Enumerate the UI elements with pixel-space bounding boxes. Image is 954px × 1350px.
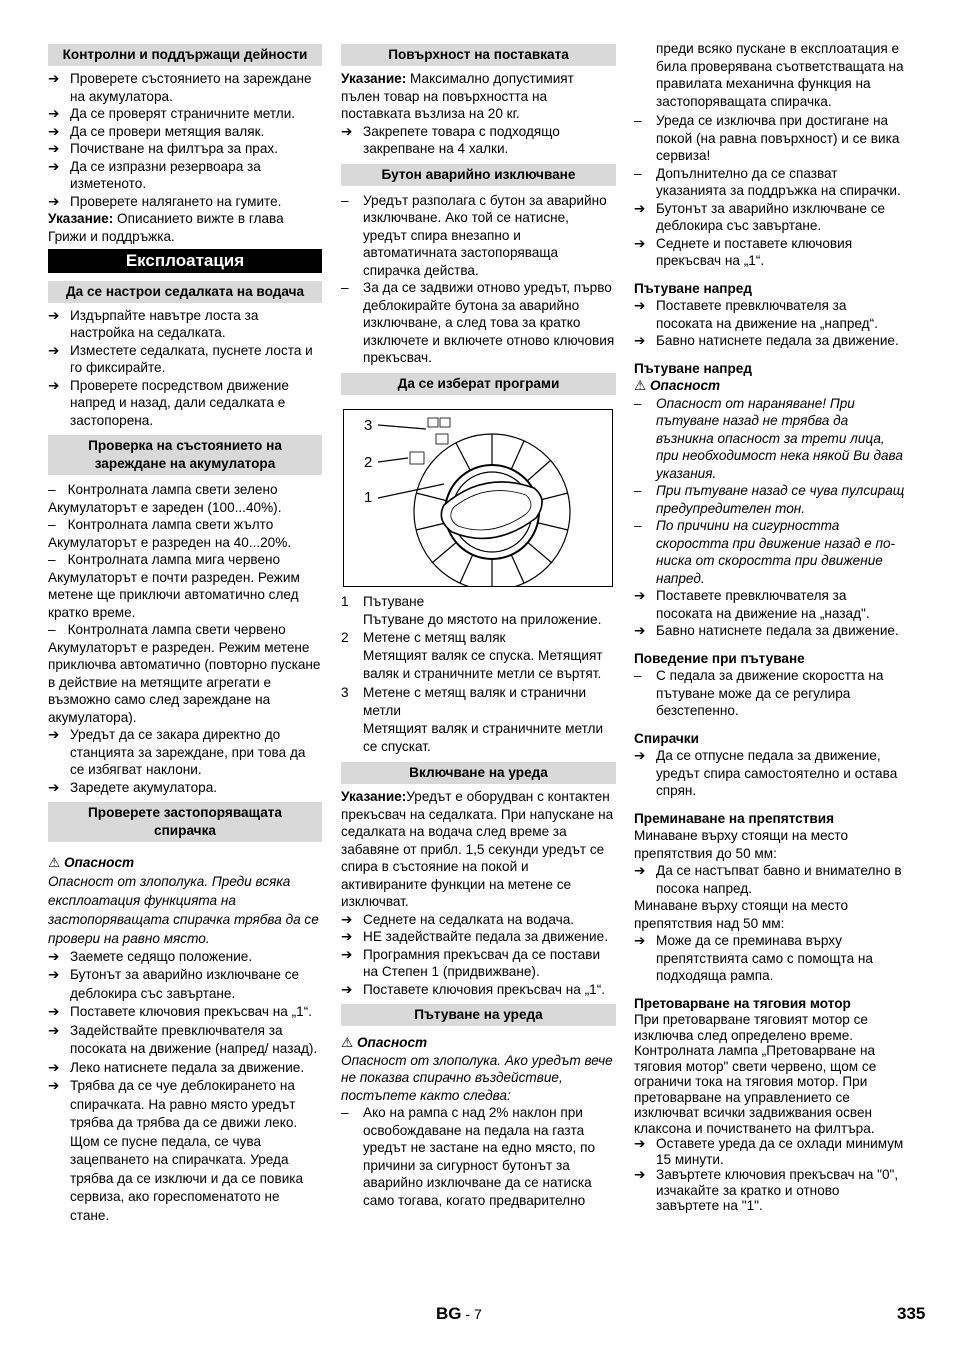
section-heading-battery: Проверка на състоянието на зареждане на акумулатора (48, 435, 322, 475)
subheading-brakes: Спирачки (634, 730, 699, 746)
list-item: – По причини на сигурността скоростта при движение назад е по-ниска от скоростта при движение напред. (634, 518, 896, 586)
section-heading-seat: Да се настрои седалката на водача (48, 281, 322, 303)
list-item: ➔ Закрепете товара с подходящо закрепване на 4 халки. (341, 123, 560, 156)
list-item: ➔ Бутонът за аварийно изключване се деблокира със завъртане. (634, 200, 886, 233)
list-item: ➔ Проверете наляганeто на гумите. (48, 193, 282, 209)
overload-list (634, 1136, 906, 1214)
column-middle (341, 44, 616, 1209)
dial-label-3: 3 (364, 416, 373, 434)
danger-label: ⚠ Опасност (341, 1035, 428, 1051)
dash-icon: – (341, 280, 349, 295)
battery-state: – Контролната лампа мига червено (48, 552, 281, 567)
obstacle-text-1: Минаване върху стоящи на место препятствия до 50 мм: (634, 828, 849, 861)
dash-icon: – (48, 482, 56, 497)
list-item: ➔ Трябва да се чуе деблокирането на спирачката. На равно място уредът трябва да трябва да се движи леко. Щом се пусне педала, се чува зацепването на спирачката. Уреда трябва да се изключи и да се повика сервиза, ако гореспоменатото не стане. (48, 1077, 322, 1225)
arrow-icon: ➔ (341, 123, 353, 139)
dash-icon: – (48, 517, 56, 532)
arrow-icon: ➔ (48, 377, 60, 393)
list-item: – При пътуване назад се чува пулсиращ предупредителен тон. (634, 483, 905, 516)
continued-text: преди всяко пускане в експлоатация е била проверявана съответстващата на правилата механична функция на застопоряващата спирачка. (656, 41, 904, 109)
list-item: ➔ Поставете превключвателя за посоката на движение на „напред“. (634, 298, 878, 331)
arrow-icon: ➔ (48, 1059, 60, 1075)
arrow-icon: ➔ (341, 981, 353, 997)
list-item: ➔ Поставете ключовия прекъсвач на „1“. (48, 1003, 322, 1022)
brake-warning: Опасност от злополука. Преди всяка експлоатация функцията на застопоряващата спирачка трябва да се провери на равно място. (48, 873, 319, 946)
control-list (48, 70, 322, 210)
emergency-list (341, 192, 616, 367)
dash-icon: – (634, 668, 642, 683)
dial-label-1: 1 (364, 488, 373, 506)
list-item: – Уредът разполага с бутон за аварийно изключване. Ако той се натисне, уредът спира внезапно и автоматичната застопоряваща спирачка действа. (341, 192, 607, 278)
section-heading-surface: Повърхност на поставката (341, 44, 616, 66)
danger-label: ⚠ Опасност (634, 378, 721, 393)
list-item: – Ако на рампа с над 2% наклон при освобождаване на педала на газта уредът не застане на едно място, по причини за сигурност бутонът за аварийно изключване да се натиска само тогава, когато предварително (341, 1105, 596, 1208)
reverse-list (634, 587, 906, 640)
switch-list (341, 911, 616, 999)
arrow-icon: ➔ (634, 863, 646, 878)
list-item: ➔ Програмния прекъсвач да се постави на Степен 1 (придвижване). (341, 946, 601, 980)
warning-icon: ⚠ (634, 378, 647, 393)
list-item: ➔ Задействайте превключвателя за посоката на движение (напред/ назад). (48, 1022, 322, 1059)
arrow-icon: ➔ (634, 1136, 646, 1151)
list-item: – С педала за движение скоростта на пътуване може да се регулира безстепенно. (634, 668, 884, 718)
footer-page-number: 335 (897, 1304, 926, 1323)
battery-state-text: Акумулаторът е почти разреден. Режим метене ще приключи автоматично след кратко време. (48, 569, 300, 620)
list-item: ➔ Седнете на седалката на водача. (341, 911, 575, 927)
arrow-icon: ➔ (634, 1167, 646, 1182)
footer-section-code: BG - 7 (436, 1304, 482, 1323)
dash-icon: – (634, 165, 642, 181)
drive-warning: Опасност от злополука. Ако уредът вече не показва спирачно въздействие, постъпете както следва: (341, 1052, 613, 1103)
list-item: ➔ Завъртете ключовия прекъсвач на "0", изчакайте за кратко и отново завъртете на "1". (634, 1167, 899, 1213)
list-item: ➔ Заемете седящо положение. (48, 948, 322, 967)
list-item: – Допълнително да се спазват указанията за поддръжка на спирачки. (634, 165, 901, 198)
battery-state: – Контролната лампа свети жълто (48, 517, 274, 532)
list-item: ➔ Изместете седалката, пуснете лоста и го фиксирайте. (48, 342, 313, 375)
note-paragraph: Указание: Максимално допустимият пълен товар на повърхността на поставката възлиза на 20 кг. (341, 71, 574, 121)
dash-icon: – (341, 192, 349, 208)
arrow-icon: ➔ (48, 948, 60, 964)
arrow-icon: ➔ (48, 967, 60, 982)
section-heading-programs: Да се изберат програми (341, 373, 616, 395)
section-heading-switch-on: Включване на уреда (341, 762, 616, 784)
list-item: ➔ Издърпайте навътре лоста за настройка на седалката. (48, 307, 259, 340)
dash-icon: – (634, 395, 642, 411)
arrow-icon: ➔ (634, 748, 646, 763)
arrow-icon: ➔ (48, 193, 60, 209)
battery-state-text: Акумулаторът е разреден. Режим метене приключва автоматично (повторно пускане в действие на метящите агрегати е възможно само след зареждане на акумулатора). (48, 639, 321, 725)
dash-icon: – (634, 483, 642, 498)
column-right (634, 40, 906, 1214)
list-item: ➔ Заредете акумулатора. (48, 779, 218, 795)
dash-icon: – (48, 552, 56, 567)
arrow-icon: ➔ (634, 623, 646, 638)
subheading-forward-2: Пътуване напред (634, 360, 752, 376)
arrow-icon: ➔ (48, 141, 60, 156)
obstacle-text-2: Минаване върху стоящи на место препятствия над 50 мм: (634, 898, 849, 931)
battery-state-text: Акумулаторът е разреден на 40...20%. (48, 534, 292, 550)
list-item: ➔ Леко натиснете педала за движение. (48, 1059, 322, 1078)
list-item: ➔ Бавно натиснете педала за движение. (634, 333, 899, 348)
dash-list (634, 112, 906, 200)
list-item: ➔ НЕ задействайте педала за движение. (341, 929, 608, 945)
subheading-overload: Претоварване на тяговия мотор (634, 995, 851, 1011)
dash-icon: – (341, 1105, 349, 1121)
list-item: ➔ Седнете и поставете ключовия прекъсвач на „1“. (634, 235, 853, 268)
reverse-warning-list (634, 395, 906, 588)
program-item: 2 Метене с метящ валяк Метящият валяк се спуска. Метящият валяк и страничните метли се въртят. (341, 629, 603, 682)
note-paragraph: Указание:Уредът е оборудван с контактен прекъсвач на седалката. При напускане на седалката на водача след време за забавяне от прибл. 1,5 секунди уредът се спира в състояние на покой и активираните функции на метене се изключват. (341, 789, 614, 910)
arrow-icon: ➔ (634, 200, 646, 216)
section-heading-brake: Проверете застопоряващата спирачка (48, 802, 322, 842)
list-item: ➔ Да се провери метящия валяк. (48, 123, 265, 139)
list-item: ➔ Да се проверят страничните метли. (48, 106, 296, 121)
battery-state: – Контролната лампа свети червено (48, 622, 286, 637)
note-paragraph: Указание: Описанието вижте в глава Грижи и поддръжка. (48, 211, 284, 244)
forward-list (634, 297, 906, 350)
list-item: ➔ Уредът да се закара директно до станцията за зареждане, при това да се избягват наклони. (48, 727, 306, 777)
dial-label-2: 2 (364, 453, 373, 471)
list-item: ➔ Да се изпразни резервоара за изметеното. (48, 158, 261, 191)
list-item: ➔ Поставете превключвателя за посоката на движение на „назад". (634, 588, 870, 621)
arrow-list (634, 200, 906, 270)
battery-state-text: Акумулаторът е зареден (100...40%). (48, 499, 282, 515)
arrow-icon: ➔ (634, 933, 646, 948)
arrow-icon: ➔ (48, 1078, 60, 1093)
list-item: ➔ Бавно натиснете педала за движение. (634, 623, 899, 638)
arrow-icon: ➔ (48, 307, 60, 323)
list-item: – Уреда се изключва при достигане на покой (на равна повърхност) и се вика сервиза! (634, 113, 900, 163)
section-heading-emergency: Бутон аварийно изключване (341, 164, 616, 186)
arrow-icon: ➔ (48, 158, 60, 174)
column-left (48, 44, 322, 1225)
list-item: – За да се задвижи отново уредът, първо деблокирайте бутона за аварийно изключване, а след това за кратко изключете и включете отново ключовия прекъсвач. (341, 280, 615, 365)
list-item: ➔ Проверете състоянието на зареждане на акумулатора. (48, 71, 312, 104)
arrow-icon: ➔ (48, 1022, 60, 1038)
arrow-icon: ➔ (48, 342, 60, 358)
section-heading-control: Контролни и поддържащи дейности (48, 44, 322, 66)
battery-actions (48, 726, 322, 796)
chapter-heading: Експлоатация (48, 249, 322, 273)
overload-text: При претоварване тяговият мотор се изключва след определено време. Контролната лампа „Претоварване на тяговия мотор" свети червено, щом се ограничи тока на тяговия мотор. При претоварване на управлението се изключват всички задвижвания освен клаксона и почистването на филтъра. (634, 1012, 877, 1136)
arrow-icon: ➔ (341, 911, 353, 927)
battery-status-list (48, 481, 322, 726)
list-item: ➔ Да се настъпват бавно и внимателно в посока напред. (634, 863, 902, 896)
subheading-obstacles: Преминаване на препятствия (634, 810, 835, 826)
program-dial-figure (343, 409, 613, 587)
list-item: ➔ Почистване на филтъра за прах. (48, 141, 279, 156)
program-list (341, 593, 616, 757)
arrow-icon: ➔ (48, 71, 60, 86)
program-item: 3 Метене с метящ валяк и странични метли Метящият валяк и страничните метли се спускат. (341, 684, 604, 755)
arrow-icon: ➔ (341, 929, 353, 945)
battery-state: – Контролната лампа свети зелено (48, 482, 278, 497)
arrow-icon: ➔ (48, 123, 60, 139)
danger-label: ⚠ Опасност (48, 855, 135, 870)
list-item: ➔ Проверете посредством движение напред и назад, дали седалката е застопорена. (48, 377, 289, 428)
dash-icon: – (634, 518, 642, 533)
arrow-icon: ➔ (634, 588, 646, 603)
list-item: – Опасност от нараняване! При пътуване назад не трябва да възникна опасност за трети лица, при необходимост нека някой Ви дава указания. (634, 395, 903, 481)
program-dial-svg (344, 410, 612, 586)
section-heading-drive: Пътуване на уреда (341, 1004, 616, 1026)
dash-icon: – (634, 113, 642, 128)
arrow-icon: ➔ (634, 333, 646, 348)
list-item: ➔ Оставете уреда да се охлади минимум 15 минути. (634, 1136, 904, 1167)
list-item: ➔ Поставете ключовия прекъсвач на „1“. (341, 981, 606, 997)
brake-list (48, 948, 322, 1226)
seat-list (48, 307, 322, 430)
list-item: ➔ Може да се преминава върху препятствията само с помощта на подходяща рампа. (634, 933, 873, 983)
arrow-icon: ➔ (48, 1004, 60, 1019)
list-item: ➔ Бутонът за аварийно изключване се деблокира със завъртане. (48, 966, 322, 1003)
arrow-icon: ➔ (634, 235, 646, 251)
list-item: ➔ Да се отпусне педала за движение, уредът спира самостоятелно и остава спрян. (634, 748, 898, 798)
warning-icon: ⚠ (48, 855, 61, 870)
arrow-icon: ➔ (341, 946, 353, 962)
arrow-icon: ➔ (48, 727, 60, 742)
program-item: 1 Пътуване Пътуване до мястото на приложение. (341, 593, 602, 627)
arrow-icon: ➔ (634, 298, 646, 313)
arrow-icon: ➔ (48, 106, 60, 121)
subheading-behavior: Поведение при пътуване (634, 650, 805, 666)
arrow-icon: ➔ (48, 779, 60, 795)
warning-icon: ⚠ (341, 1035, 354, 1051)
dash-icon: – (48, 622, 56, 637)
subheading-forward: Пътуване напред (634, 280, 752, 296)
